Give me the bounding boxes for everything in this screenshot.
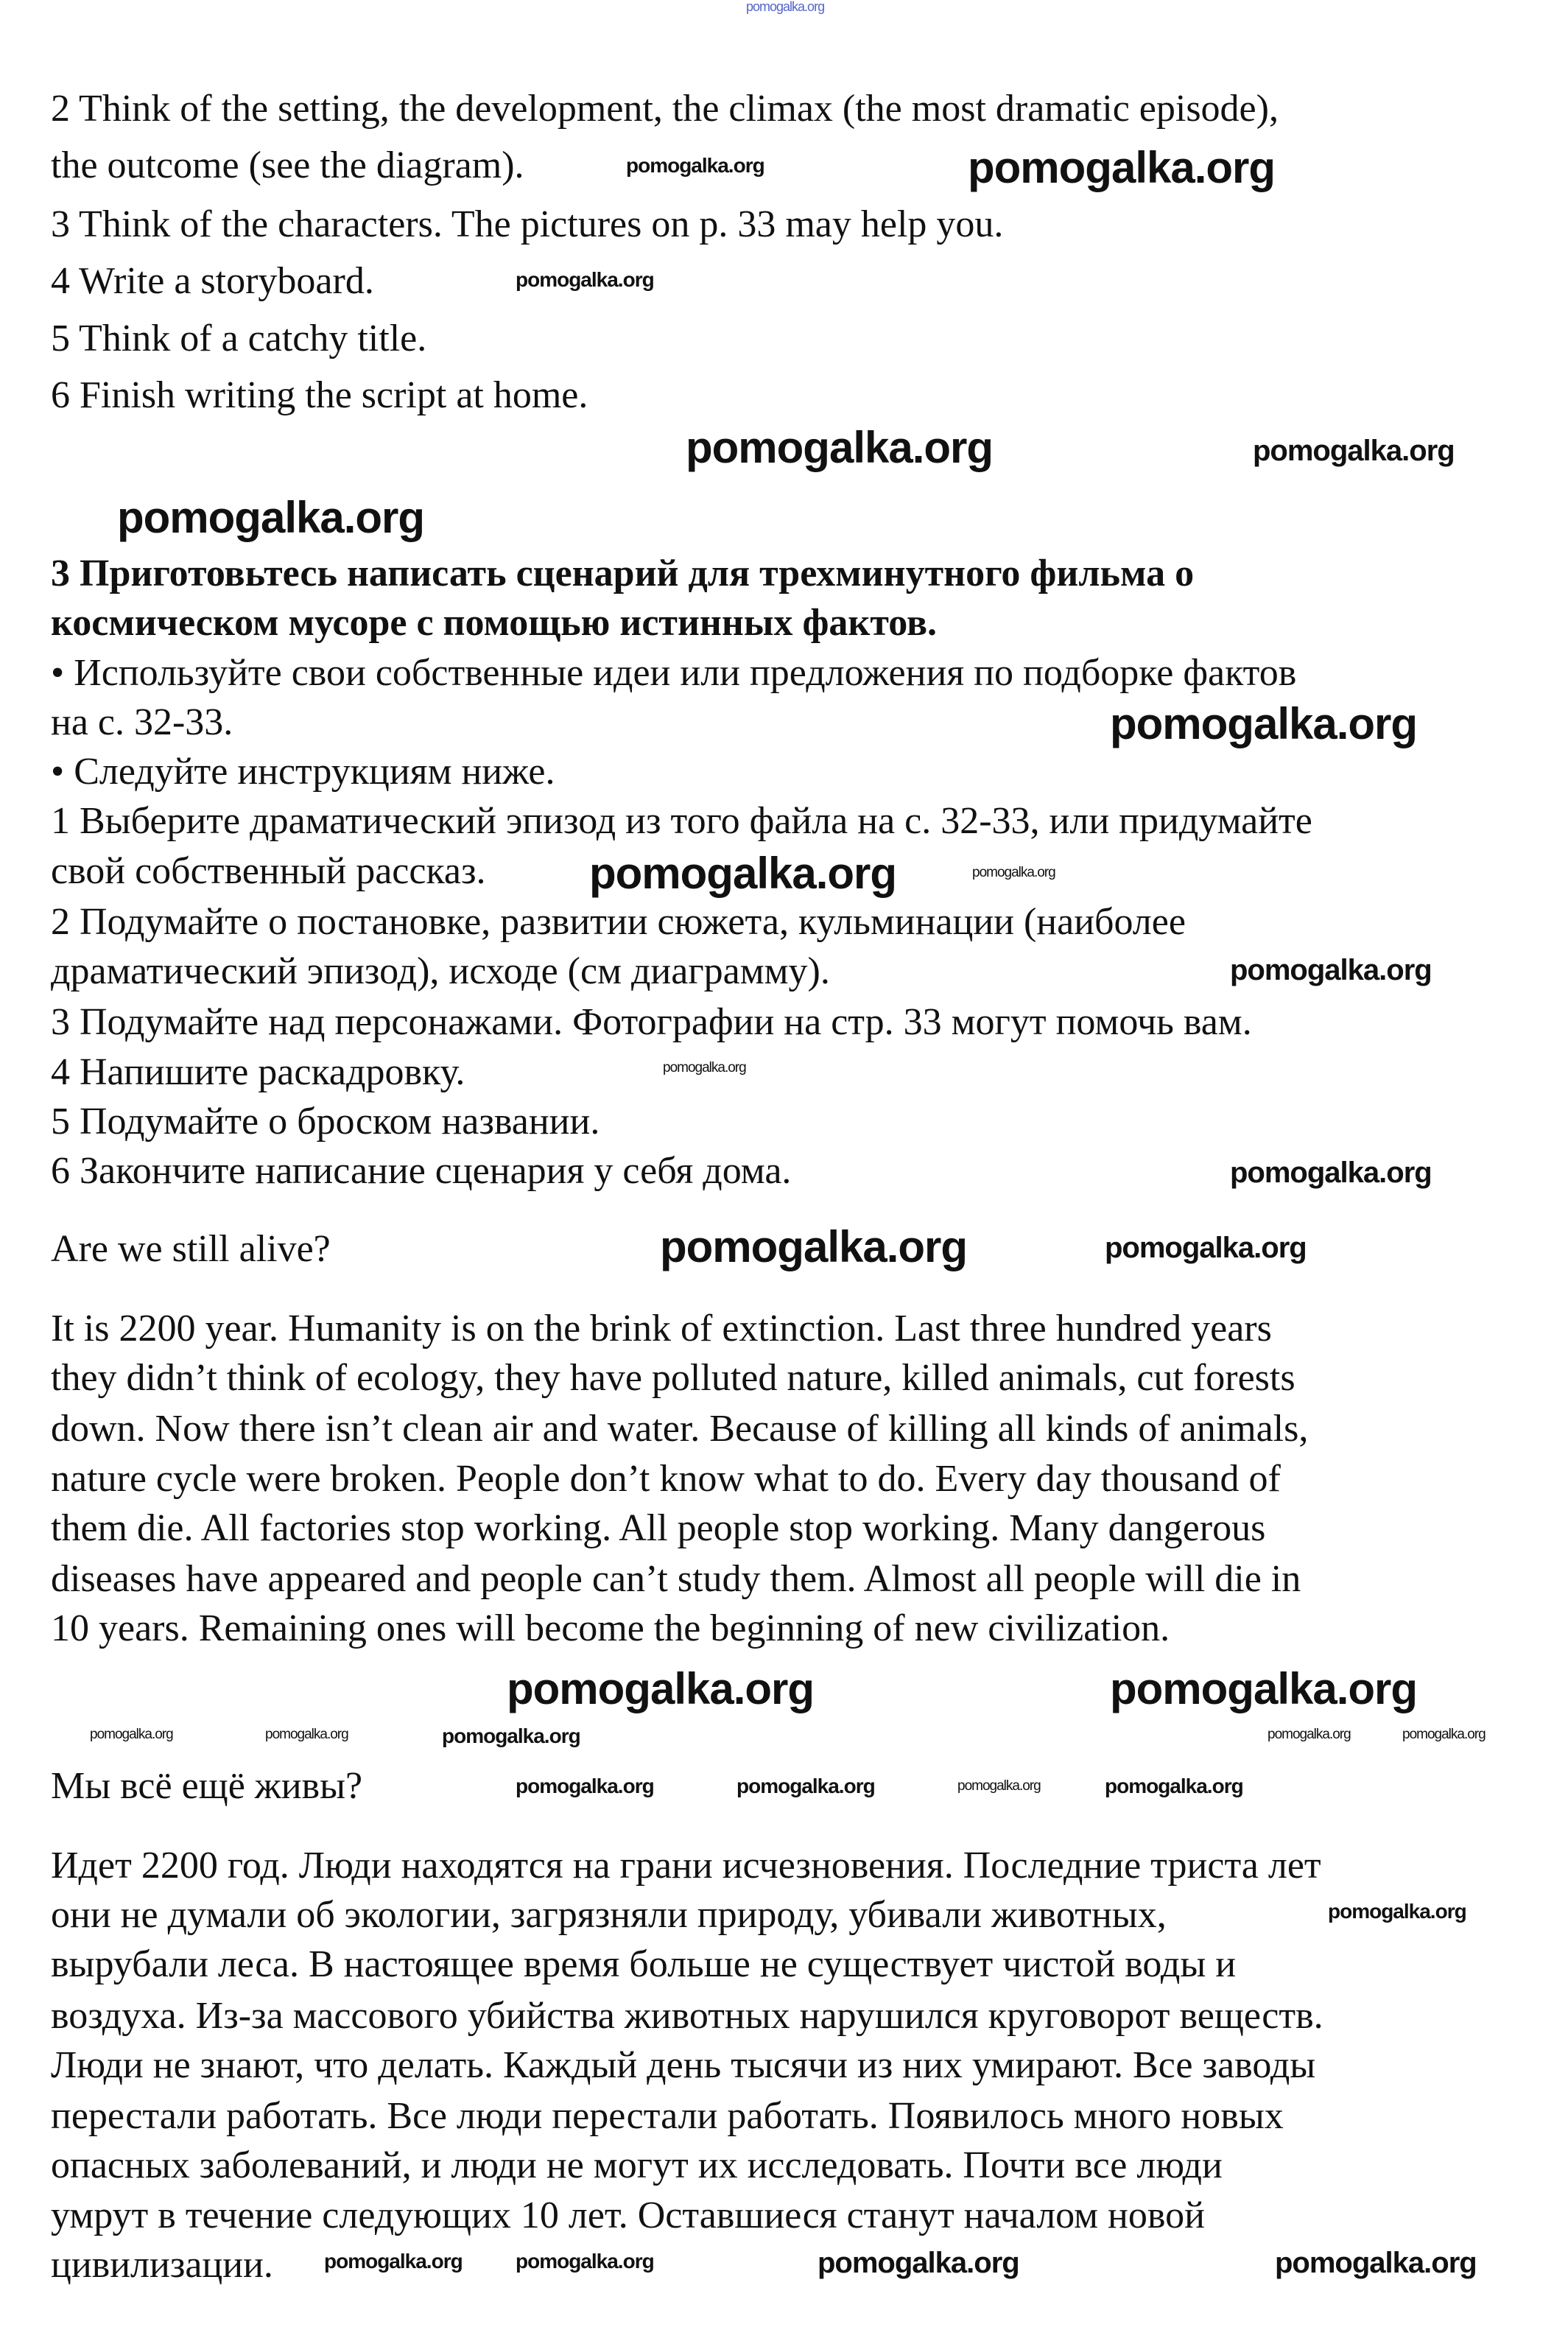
watermark: pomogalka.org	[686, 423, 994, 472]
text-line: • Используйте свои собственные идеи или предложения по подборке фактов	[51, 652, 1297, 694]
watermark: pomogalka.org	[90, 1727, 173, 1742]
watermark: pomogalka.org	[968, 143, 1276, 192]
text-line: 6 Закончите написание сценария у себя дома.	[51, 1150, 792, 1192]
text-line: вырубали леса. В настоящее время больше не существует чистой воды и	[51, 1943, 1237, 1985]
text-line: down. Now there isn’t clean air and water. Because of killing all kinds of animals,	[51, 1408, 1309, 1450]
text-line: 3 Think of the characters. The pictures on p. 33 may help you.	[51, 203, 1004, 245]
text-line: на с. 32-33.	[51, 701, 233, 743]
heading-line: космическом мусоре с помощью истинных фактов.	[51, 602, 938, 644]
watermark: pomogalka.org	[1105, 1775, 1243, 1797]
watermark: pomogalka.org	[1402, 1727, 1486, 1742]
text-line: nature cycle were broken. People don’t know what to do. Every day thousand of	[51, 1458, 1281, 1500]
text-line: перестали работать. Все люди перестали работать. Появилось много новых	[51, 2095, 1284, 2137]
watermark: pomogalka.org	[746, 0, 825, 14]
watermark: pomogalka.org	[265, 1727, 348, 1742]
watermark: pomogalka.org	[736, 1775, 875, 1797]
text-line: 4 Напишите раскадровку.	[51, 1051, 465, 1093]
watermark: pomogalka.org	[516, 268, 654, 291]
watermark: pomogalka.org	[660, 1222, 968, 1271]
text-line: the outcome (see the diagram).	[51, 144, 524, 186]
watermark: pomogalka.org	[1275, 2247, 1477, 2279]
text-line: они не думали об экологии, загрязняли природу, убивали животных,	[51, 1894, 1167, 1936]
text-line: • Следуйте инструкциям ниже.	[51, 751, 555, 793]
text-line: свой собственный рассказ.	[51, 850, 486, 892]
text-line: умрут в течение следующих 10 лет. Оставшиеся станут началом новой	[51, 2194, 1205, 2236]
text-line: опасных заболеваний, и люди не могут их исследовать. Почти все люди	[51, 2144, 1223, 2186]
watermark: pomogalka.org	[972, 865, 1055, 880]
text-line: It is 2200 year. Humanity is on the brink of extinction. Last three hundred years	[51, 1308, 1272, 1350]
watermark: pomogalka.org	[1110, 699, 1418, 748]
watermark: pomogalka.org	[324, 2250, 463, 2273]
watermark: pomogalka.org	[1230, 1157, 1432, 1189]
story-title: Мы всё ещё живы?	[51, 1765, 363, 1807]
text-line: 4 Write a storyboard.	[51, 260, 374, 302]
text-line: 5 Think of a catchy title.	[51, 317, 427, 359]
watermark: pomogalka.org	[1105, 1232, 1307, 1264]
watermark: pomogalka.org	[663, 1060, 746, 1075]
watermark: pomogalka.org	[516, 1775, 654, 1797]
text-line: 10 years. Remaining ones will become the beginning of new civilization.	[51, 1607, 1170, 1649]
watermark: pomogalka.org	[1230, 954, 1432, 986]
text-line: драматический эпизод), исходе (см диаграмму).	[51, 950, 830, 992]
text-line: 2 Подумайте о постановке, развитии сюжета, кульминации (наиболее	[51, 901, 1186, 943]
text-line: they didn’t think of ecology, they have polluted nature, killed animals, cut forests	[51, 1357, 1295, 1399]
text-line: 1 Выберите драматический эпизод из того файла на с. 32-33, или придумайте	[51, 800, 1312, 842]
watermark: pomogalka.org	[589, 849, 897, 898]
text-line: 3 Подумайте над персонажами. Фотографии на стр. 33 могут помочь вам.	[51, 1001, 1252, 1043]
watermark: pomogalka.org	[516, 2250, 654, 2273]
watermark: pomogalka.org	[1328, 1900, 1466, 1923]
watermark: pomogalka.org	[1110, 1664, 1418, 1713]
watermark: pomogalka.org	[507, 1664, 815, 1713]
text-line: воздуха. Из-за массового убийства животных нарушился круговорот веществ.	[51, 1995, 1323, 2037]
heading-line: 3 Приготовьтесь написать сценарий для трехминутного фильма о	[51, 552, 1195, 594]
text-line: 6 Finish writing the script at home.	[51, 374, 588, 416]
watermark: pomogalka.org	[818, 2247, 1019, 2279]
watermark: pomogalka.org	[117, 493, 425, 542]
watermark: pomogalka.org	[626, 154, 764, 177]
story-title: Are we still alive?	[51, 1228, 331, 1270]
text-line: 5 Подумайте о броском названии.	[51, 1101, 600, 1143]
watermark: pomogalka.org	[1268, 1727, 1351, 1742]
text-line: them die. All factories stop working. All people stop working. Many dangerous	[51, 1507, 1266, 1549]
watermark: pomogalka.org	[957, 1778, 1041, 1794]
text-line: Идет 2200 год. Люди находятся на грани исчезновения. Последние триста лет	[51, 1845, 1321, 1887]
text-line: diseases have appeared and people can’t study them. Almost all people will die in	[51, 1558, 1301, 1600]
watermark: pomogalka.org	[1253, 435, 1455, 467]
text-line: Люди не знают, что делать. Каждый день тысячи из них умирают. Все заводы	[51, 2044, 1316, 2086]
watermark: pomogalka.org	[442, 1724, 580, 1747]
text-line: цивилизации.	[51, 2244, 273, 2286]
text-line: 2 Think of the setting, the development, the climax (the most dramatic episode),	[51, 88, 1279, 130]
